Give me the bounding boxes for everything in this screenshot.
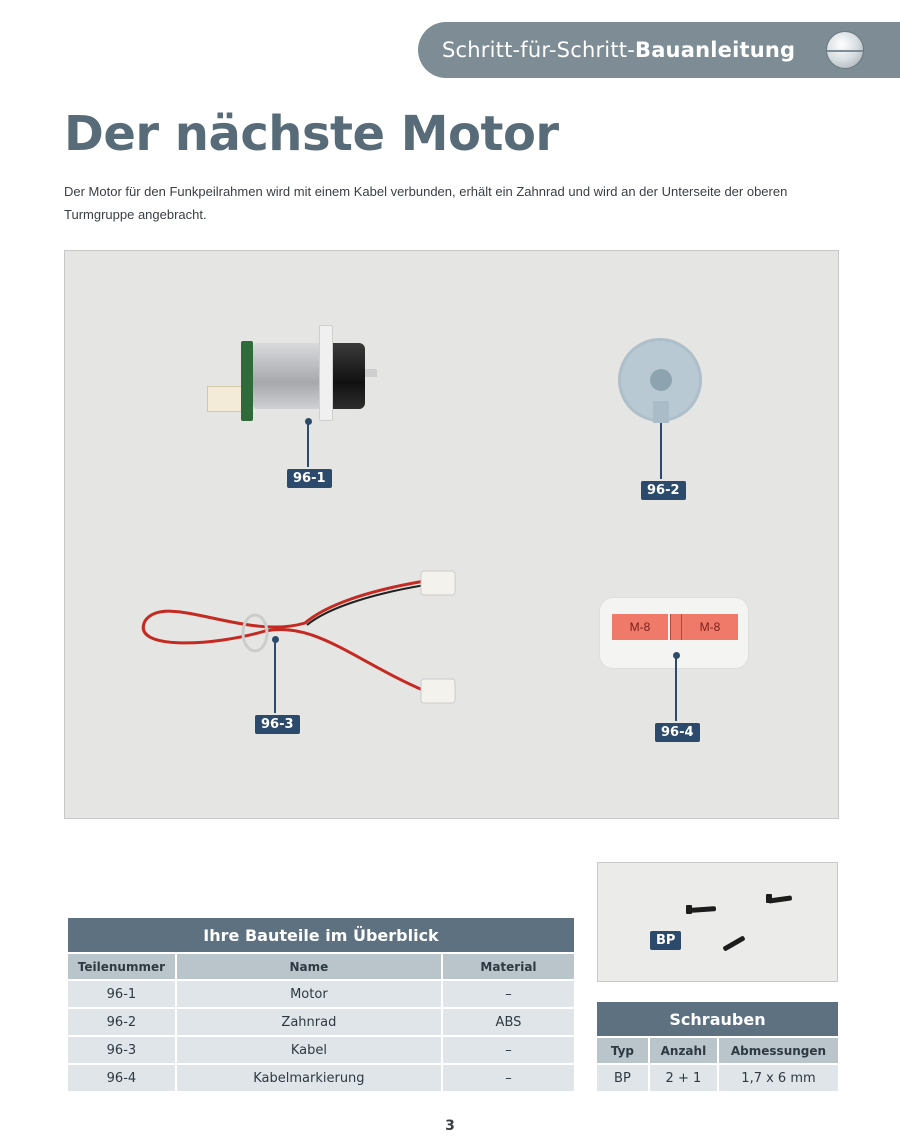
parts-table-title: Ihre Bauteile im Überblick: [68, 918, 574, 952]
table-row: [68, 1037, 574, 1063]
table-cell: 1,7 x 6 mm: [719, 1065, 838, 1091]
table-cell: BP: [597, 1065, 648, 1091]
table-cell: Motor: [177, 981, 441, 1007]
screws-table-title: Schrauben: [597, 1002, 838, 1036]
table-cell: Kabel: [177, 1037, 441, 1063]
screw-head: [686, 905, 692, 914]
part-tag-96-2: 96-2: [641, 481, 686, 500]
column-header: Anzahl: [650, 1038, 717, 1063]
parts-photo: [64, 250, 839, 819]
header-banner: [418, 22, 900, 78]
screw: [690, 906, 716, 913]
screw: [722, 935, 745, 951]
screws-table: [595, 1036, 840, 1093]
parts-table: [66, 952, 576, 1093]
part-tag-96-3: 96-3: [255, 715, 300, 734]
motor-body: [253, 343, 325, 409]
part-tag-96-1: 96-1: [287, 469, 332, 488]
table-cell: Kabelmarkierung: [177, 1065, 441, 1091]
marker-label: M-8: [682, 614, 738, 640]
table-cell: 96-2: [68, 1009, 175, 1035]
screw-tag-bp: BP: [650, 931, 681, 950]
table-cell: Zahnrad: [177, 1009, 441, 1035]
table-cell: 2 + 1: [650, 1065, 717, 1091]
leader-line: [307, 421, 309, 467]
table-cell: 96-4: [68, 1065, 175, 1091]
motor-pcb: [241, 341, 253, 421]
screw-head: [766, 894, 772, 903]
page-number: 3: [445, 1118, 455, 1134]
column-header: Typ: [597, 1038, 648, 1063]
table-row: [68, 981, 574, 1007]
cable: [125, 551, 505, 721]
globe-icon: [826, 31, 864, 69]
table-row: [597, 1065, 838, 1091]
intro-text: Der Motor für den Funkpeilrahmen wird mit einem Kabel verbunden, erhält ein Zahnrad und wird an der Unterseite der oberen Turmgruppe angebracht.: [64, 184, 788, 222]
column-header: Teilenummer: [68, 954, 175, 979]
table-cell: 96-3: [68, 1037, 175, 1063]
marker-divider: [670, 614, 682, 640]
table-row: [68, 1065, 574, 1091]
screws-photo: [597, 862, 838, 982]
leader-line: [675, 657, 677, 721]
table-cell: –: [443, 1037, 574, 1063]
column-header: Abmessungen: [719, 1038, 838, 1063]
leader-line: [660, 423, 662, 479]
motor-shaft: [365, 369, 377, 377]
part-tag-96-4: 96-4: [655, 723, 700, 742]
column-header: Material: [443, 954, 574, 979]
table-cell: ABS: [443, 1009, 574, 1035]
table-cell: –: [443, 981, 574, 1007]
marker-label: M-8: [612, 614, 668, 640]
table-cell: 96-1: [68, 981, 175, 1007]
table-row: [68, 1009, 574, 1035]
column-header: Name: [177, 954, 441, 979]
gear-stem: [653, 401, 669, 423]
page-title: Der nächste Motor: [64, 106, 559, 162]
table-cell: –: [443, 1065, 574, 1091]
motor-flange: [319, 325, 333, 421]
leader-line: [274, 641, 276, 713]
header-banner-label: Schritt-für-Schritt-Bauanleitung: [442, 38, 796, 62]
gear-hub: [650, 369, 672, 391]
